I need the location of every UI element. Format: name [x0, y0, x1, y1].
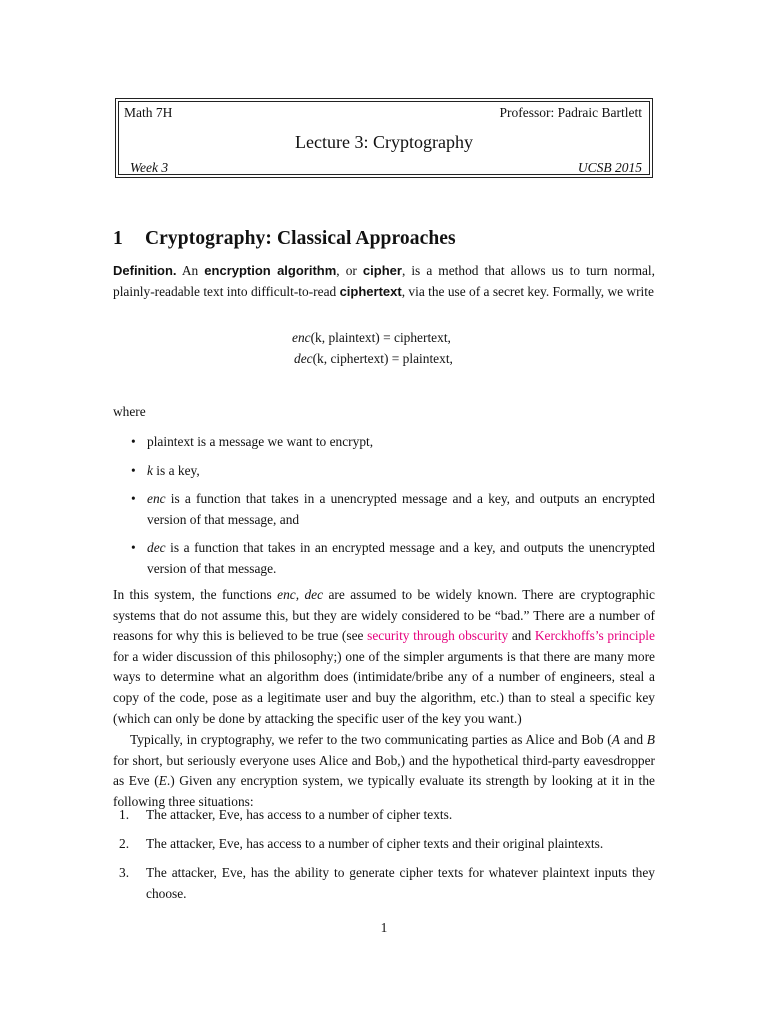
para-text: .) Given any encryption system, we typically evaluate its strength by looking at it in the following three situations: [113, 773, 655, 809]
eq-func-enc: enc [292, 330, 311, 345]
para-text: Typically, in cryptography, we refer to the two communicating parties as Alice and Bob ( [130, 732, 612, 747]
para-text: for short, but seriously everyone uses Alice and Bob,) and the hypothetical third-party eavesdropper as Eve ( [113, 752, 655, 789]
para-text: and [623, 732, 644, 747]
bullet-text [147, 461, 655, 482]
definition-text: An [181, 263, 199, 278]
eq-args-enc: (k, plaintext) = ciphertext, [310, 330, 451, 345]
equation-decrypt [294, 351, 453, 367]
professor-name: Professor: Padraic Bartlett [499, 105, 642, 120]
school-label: UCSB 2015 [577, 160, 642, 175]
var-e: E [158, 773, 167, 789]
definition-text: , is a method that allows us to turn normal, plainly-readable text into difficult-to-read [113, 263, 655, 299]
list-item [113, 863, 655, 904]
bullet-rest: is a function that takes in a unencrypted message and a key, and outputs an encrypted version of that message, and [147, 491, 655, 527]
var-enc-dec: enc, dec [277, 587, 324, 602]
bullet-text [147, 538, 655, 579]
var-dec: dec [147, 540, 166, 555]
paragraph-system-assumptions [113, 585, 655, 729]
page-number: 1 [380, 920, 388, 935]
bullet-icon: • [131, 434, 136, 449]
lecture-title: Lecture 3: Cryptography [295, 132, 473, 152]
para-text: for a wider discussion of this philosophy;) one of the simpler arguments is that there are many more ways to determine what an algorithm does (intimidate/bribe any of a number of engineers, steal a copy of the code, pose as a legitimate user and buy the algorithm, etc.) than to steal a specific key (which can only be done by attacking the specific user of the key you want.) [113, 648, 655, 726]
definition-label: Definition. [113, 263, 177, 278]
bullet-icon: • [131, 491, 136, 506]
bullet-icon: • [131, 540, 136, 555]
section-number: 1 [113, 228, 123, 249]
list-text: The attacker, Eve, has the ability to generate cipher texts for whatever plaintext inputs they choose. [146, 865, 655, 901]
var-b: B [646, 732, 655, 747]
equation-encrypt [292, 330, 451, 346]
var-a: A [611, 732, 620, 747]
bullet-text [147, 489, 655, 530]
list-number: 3. [119, 865, 130, 880]
para-text: are assumed to be widely known. There are cryptographic systems that do not assume this, but they are widely considered to be “bad.” There are a number of reasons for why this is believed to be true (see [113, 587, 655, 644]
list-item [113, 805, 655, 826]
bullet-text: plaintext is a message we want to encrypt, [147, 434, 374, 449]
list-item [113, 538, 655, 579]
list-number: 2. [119, 836, 130, 851]
bullet-rest: is a key, [152, 463, 200, 478]
list-item [113, 461, 655, 482]
eq-args-dec: (k, ciphertext) = plaintext, [312, 351, 453, 366]
section-heading [113, 228, 456, 250]
term-ciphertext: ciphertext [339, 283, 402, 299]
definition-text: , or [336, 263, 357, 278]
where-text: where [113, 404, 146, 419]
bullet-rest: is a function that takes in an encrypted message and a key, and outputs the unencrypted version of that message. [147, 540, 655, 576]
paragraph-alice-bob [113, 730, 655, 812]
list-text: The attacker, Eve, has access to a number of cipher texts and their original plaintexts. [146, 836, 604, 851]
para-text: In this system, the functions [113, 587, 272, 602]
term-encryption-algorithm: encryption algorithm [204, 263, 337, 278]
list-text: The attacker, Eve, has access to a number of cipher texts. [146, 807, 453, 822]
list-item [113, 489, 655, 530]
definition-text: , via the use of a secret key. Formally, we write [401, 283, 654, 299]
link-kerckhoffs-principle[interactable]: Kerckhoffs’s principle [534, 628, 655, 644]
list-number: 1. [119, 807, 130, 822]
term-cipher: cipher [362, 263, 402, 278]
var-enc: enc [147, 491, 166, 506]
var-k: k [147, 463, 153, 478]
list-item [113, 834, 655, 855]
section-title: Cryptography: Classical Approaches [145, 228, 456, 249]
course-name: Math 7H [124, 105, 173, 120]
link-security-through-obscurity[interactable]: security through obscurity [367, 628, 509, 644]
eq-func-dec: dec [294, 351, 313, 366]
definition-paragraph [113, 261, 655, 302]
bullet-icon: • [131, 463, 136, 478]
week-label: Week 3 [130, 160, 169, 175]
list-item [113, 432, 655, 453]
para-text: and [511, 628, 532, 644]
lecture-header [115, 98, 653, 178]
